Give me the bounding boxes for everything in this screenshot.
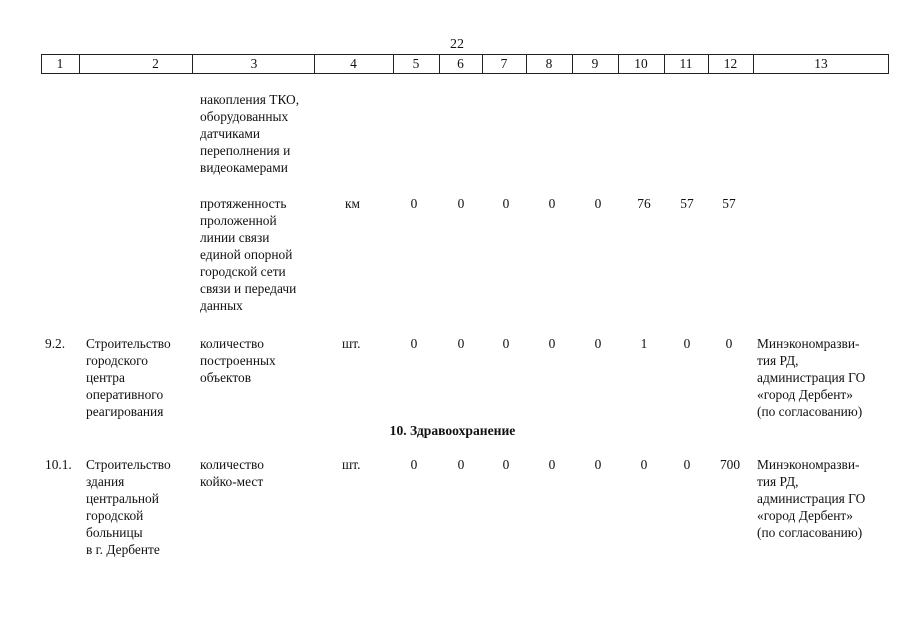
row-cont2-val-9: 0	[594, 196, 602, 211]
row-cont2-val-11: 57	[680, 196, 694, 211]
table-header	[41, 54, 889, 74]
row-9-2-indicator: количество построенных объектов	[200, 336, 276, 385]
row-10-1-val-8: 0	[548, 457, 556, 472]
header-col-13: 13	[814, 56, 828, 71]
row-cont2-val-6: 0	[457, 196, 465, 211]
row-9-2-number: 9.2.	[45, 336, 66, 351]
row-cont1-indicator: накопления ТКО, оборудованных датчиками переполнения и видеокамерами	[200, 92, 300, 175]
row-10-1-executor: Минэкономразви- тия РД, администрация ГО «город Дербент» (по согласованию)	[757, 457, 866, 540]
row-9-2-val-9: 0	[594, 336, 602, 351]
row-10-1-number: 10.1.	[45, 457, 72, 472]
row-cont2-indicator: протяженность проложенной линии связи единой опорной городской сети связи и передачи данных	[200, 196, 297, 313]
row-9-2-val-6: 0	[457, 336, 465, 351]
row-10-1-indicator: количество койко-мест	[200, 457, 264, 489]
row-cont2-val-7: 0	[502, 196, 510, 211]
row-10-1-val-7: 0	[502, 457, 510, 472]
header-col-9: 9	[591, 56, 599, 71]
page-number: 22	[450, 37, 464, 52]
row-10-1-val-12: 700	[719, 457, 741, 472]
row-9-2-val-8: 0	[548, 336, 556, 351]
row-cont2-val-5: 0	[410, 196, 418, 211]
header-col-3: 3	[250, 56, 258, 71]
header-col-12: 12	[723, 56, 738, 71]
header-col-1: 1	[56, 56, 64, 71]
row-9-2-val-11: 0	[683, 336, 691, 351]
row-10-1-val-9: 0	[594, 457, 602, 472]
row-cont2-val-10: 76	[637, 196, 651, 211]
header-col-2: 2	[152, 56, 159, 71]
row-9-2-unit: шт.	[342, 336, 361, 351]
row-10-1-val-6: 0	[457, 457, 465, 472]
header-col-5: 5	[412, 56, 420, 71]
row-9-2-executor: Минэкономразви- тия РД, администрация ГО «город Дербент» (по согласованию)	[757, 336, 866, 419]
row-9-2-val-5: 0	[410, 336, 418, 351]
header-col-10: 10	[634, 56, 648, 71]
row-cont2-unit: км	[345, 196, 360, 211]
row-10-1-val-11: 0	[683, 457, 691, 472]
header-col-7: 7	[500, 56, 508, 71]
row-9-2-name: Строительство городского центра оперативного реагирования	[86, 336, 171, 419]
row-10-1-val-10: 0	[640, 457, 648, 472]
row-9-2-val-10: 1	[640, 336, 648, 351]
row-9-2-val-7: 0	[502, 336, 510, 351]
header-col-11: 11	[679, 56, 693, 71]
row-cont2-val-8: 0	[548, 196, 556, 211]
section-title: 10. Здравоохранение	[389, 423, 516, 438]
row-10-1-name: Строительство здания центральной городской больницы в г. Дербенте	[86, 457, 171, 557]
row-9-2-val-12: 0	[725, 336, 733, 351]
header-col-6: 6	[457, 56, 464, 71]
row-10-1-val-5: 0	[410, 457, 418, 472]
row-cont2-val-12: 57	[722, 196, 736, 211]
row-10-1-unit: шт.	[342, 457, 361, 472]
header-col-4: 4	[350, 56, 357, 71]
header-col-8: 8	[545, 56, 553, 71]
